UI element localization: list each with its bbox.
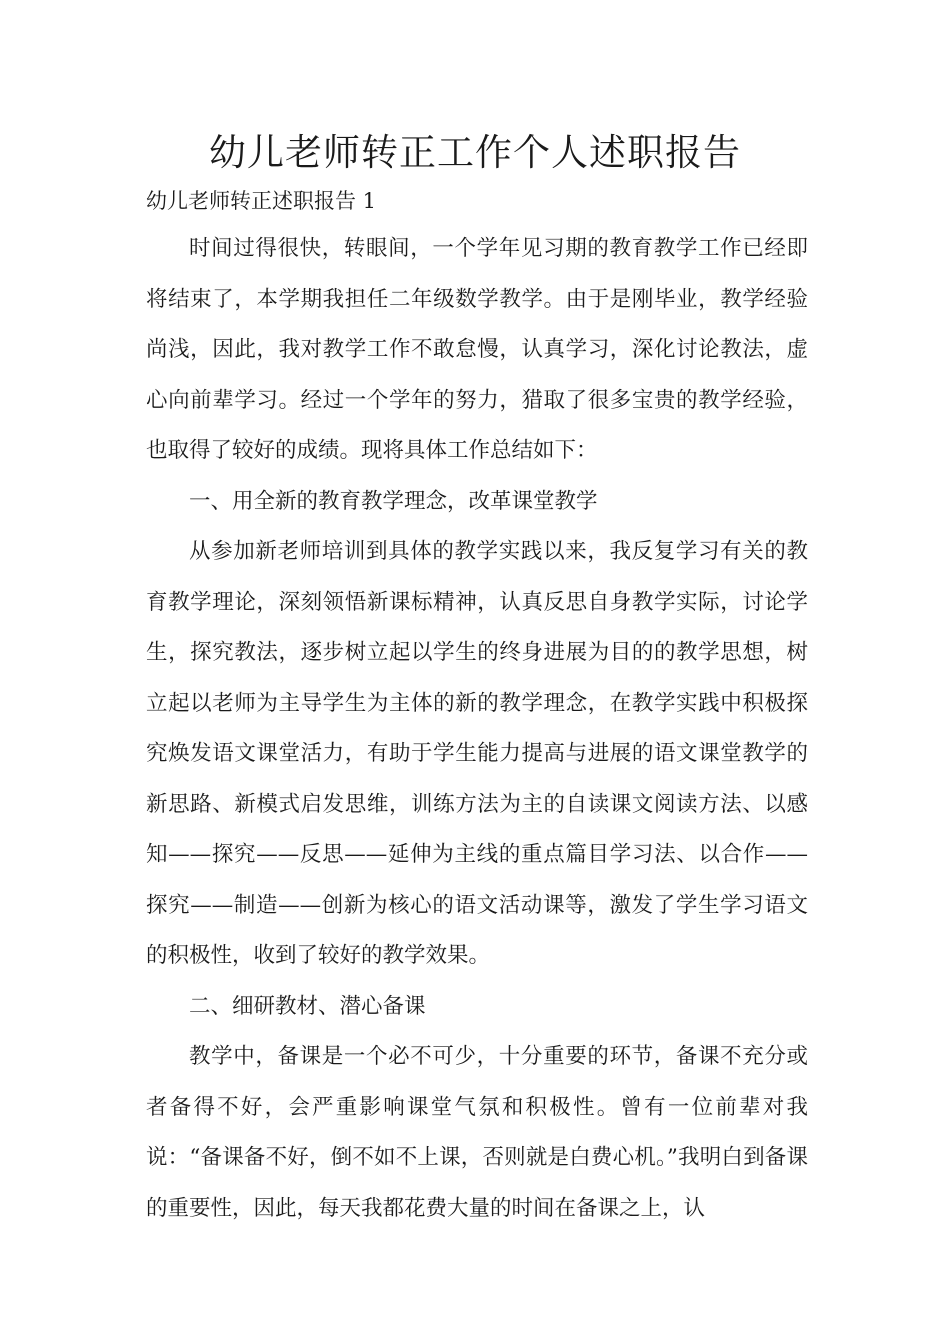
paragraph-intro: 时间过得很快，转眼间，一个学年见习期的教育教学工作已经即将结束了，本学期我担任二年级数学教学。由于是刚毕业，教学经验尚浅，因此，我对教学工作不敢怠慢，认真学习，深化讨论教法，虚心向前辈学习。经过一个学年的努力，猎取了很多宝贵的教学经验，也取得了较好的成绩。现将具体工作总结如下： [146,236,808,463]
document-body [146,224,808,1234]
paragraph-section-2: 教学中，备课是一个必不可少，十分重要的环节，备课不充分或者备得不好，会严重影响课堂气氛和积极性。曾有一位前辈对我说：“备课备不好，倒不如不上课，否则就是白费心机。”我明白到备课的重要性，因此，每天我都花费大量的时间在备课之上，认 [146,1044,808,1221]
section-subtitle: 幼儿老师转正述职报告 1 [146,189,377,213]
heading-section-1: 一、用全新的教育教学理念，改革课堂教学 [189,488,598,514]
paragraph-section-1: 从参加新老师培训到具体的教学实践以来，我反复学习有关的教育教学理论，深刻领悟新课标精神，认真反思自身教学实际，讨论学生，探究教法，逐步树立起以学生的终身进展为目的的教学思想，树立起以老师为主导学生为主体的新的教学理念，在教学实践中积极探究焕发语文课堂活力，有助于学生能力提高与进展的语文课堂教学的新思路、新模式启发思维，训练方法为主的自读课文阅读方法、以感知——探究——反思——延伸为主线的重点篇目学习法、以合作——探究——制造——创新为核心的语文活动课等，激发了学生学习语文的积极性，收到了较好的教学效果。 [146,539,808,968]
page-title: 幼儿老师转正工作个人述职报告 [209,131,741,174]
heading-section-2: 二、细研教材、潜心备课 [189,993,426,1019]
